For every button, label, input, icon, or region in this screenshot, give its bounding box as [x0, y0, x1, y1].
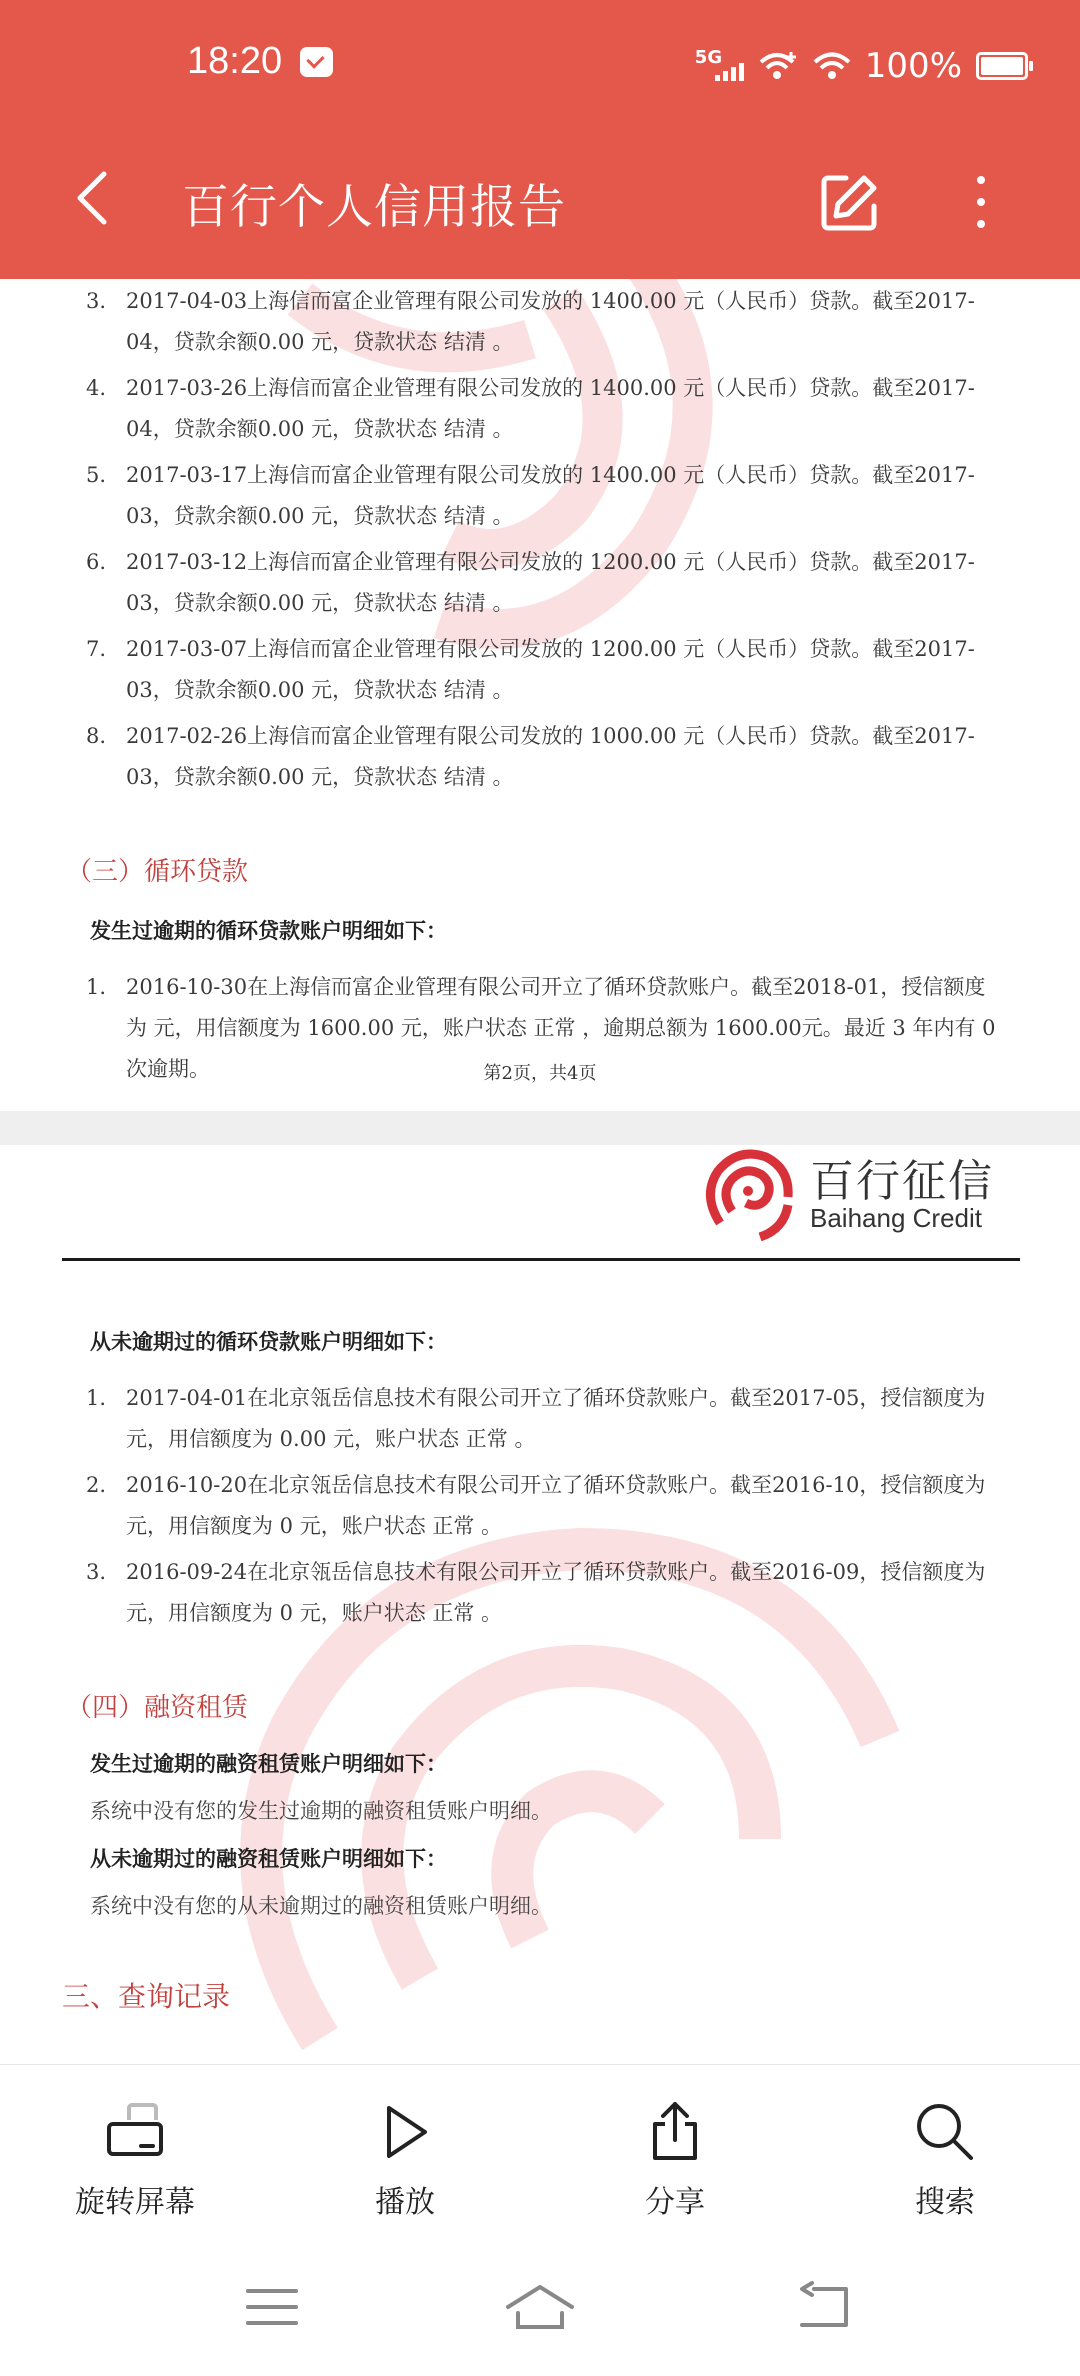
list-item: 1. 2017-04-01在北京瓴岳信息技术有限公司开立了循环贷款账户。截至2017-05，授信额度为 元，用信额度为 0.00 元，账户状态 正常 。 [86, 1386, 986, 1451]
search-label: 搜索 [915, 2186, 975, 2219]
play-button[interactable] [270, 2065, 540, 2249]
status-time: 18:20 [187, 40, 283, 82]
lease-never-text: 系统中没有您的从未逾期过的融资租赁账户明细。 [90, 1894, 552, 1918]
share-icon [643, 2100, 707, 2164]
overdue-heading: 发生过逾期的循环贷款账户明细如下： [90, 918, 447, 943]
page-number: 第2页，共4页 [483, 1063, 597, 1084]
rotate-screen-icon [103, 2100, 167, 2164]
play-icon [373, 2100, 437, 2164]
never-overdue-heading: 从未逾期过的循环贷款账户明细如下： [90, 1329, 447, 1354]
baihang-logo-icon [700, 1145, 796, 1241]
cellular-signal-icon: 5G [695, 49, 745, 83]
list-item: 3. 2017-04-03上海信而富企业管理有限公司发放的 1400.00 元（人民币）贷款。截至2017-04，贷款余额0.00 元，贷款状态 结清 。 [86, 289, 975, 354]
list-item: 7. 2017-03-07上海信而富企业管理有限公司发放的 1200.00 元（人民币）贷款。截至2017-03，贷款余额0.00 元，贷款状态 结清 。 [86, 637, 975, 702]
page-separator [0, 1111, 1080, 1145]
status-icons [695, 46, 1028, 86]
wifi-icon [813, 50, 851, 82]
search-button[interactable] [810, 2065, 1080, 2249]
section-title-query-records: 三、查询记录 [62, 1980, 231, 2013]
wifi-plus-icon [759, 50, 799, 82]
notification-icon [300, 47, 333, 77]
logo-text-cn: 百行征信 [810, 1157, 994, 1206]
back-nav-icon[interactable] [794, 2279, 854, 2335]
bottom-toolbar [0, 2064, 1080, 2250]
search-icon [913, 2100, 977, 2164]
section-title-financial-lease: （四）融资租赁 [66, 1693, 249, 1723]
share-label: 分享 [645, 2186, 705, 2219]
list-item: 5. 2017-03-17上海信而富企业管理有限公司发放的 1400.00 元（人民币）贷款。截至2017-03，贷款余额0.00 元，贷款状态 结清 。 [86, 463, 975, 528]
page-title: 百行个人信用报告 [182, 180, 566, 235]
edit-icon[interactable] [818, 172, 880, 234]
rotate-screen-label: 旋转屏幕 [75, 2186, 195, 2219]
pdf-viewer[interactable] [0, 279, 1080, 2064]
list-item: 6. 2017-03-12上海信而富企业管理有限公司发放的 1200.00 元（人民币）贷款。截至2017-03，贷款余额0.00 元，贷款状态 结清 。 [86, 550, 975, 615]
baihang-logo [700, 1145, 1000, 1245]
battery-icon [976, 52, 1028, 80]
lease-overdue-heading: 发生过逾期的融资租赁账户明细如下： [90, 1751, 447, 1776]
logo-text-en: Baihang Credit [810, 1203, 982, 1233]
battery-percent: 100% [864, 46, 962, 86]
rotate-screen-button[interactable] [0, 2065, 270, 2249]
list-item: 4. 2017-03-26上海信而富企业管理有限公司发放的 1400.00 元（人民币）贷款。截至2017-04，贷款余额0.00 元，贷款状态 结清 。 [86, 376, 975, 441]
home-icon[interactable] [504, 2279, 576, 2335]
list-item: 2. 2016-10-20在北京瓴岳信息技术有限公司开立了循环贷款账户。截至2016-10，授信额度为 元，用信额度为 0 元，账户状态 正常 。 [86, 1473, 986, 1538]
system-nav-bar [0, 2249, 1080, 2376]
list-item: 8. 2017-02-26上海信而富企业管理有限公司发放的 1000.00 元（人民币）贷款。截至2017-03，贷款余额0.00 元，贷款状态 结清 。 [86, 724, 975, 789]
lease-never-heading: 从未逾期过的融资租赁账户明细如下： [90, 1846, 447, 1871]
menu-icon[interactable] [244, 2279, 300, 2335]
back-arrow-icon[interactable] [70, 168, 114, 228]
header-divider [62, 1258, 1020, 1261]
section-title-revolving-loans: （三）循环贷款 [66, 857, 249, 887]
share-button[interactable] [540, 2065, 810, 2249]
play-label: 播放 [375, 2186, 435, 2219]
app-bar [0, 0, 1080, 279]
more-options-icon[interactable] [966, 172, 996, 232]
list-item: 1. 2016-10-30在上海信而富企业管理有限公司开立了循环贷款账户。截至2018-01，授信额度为 元，用信额度为 1600.00 元，账户状态 正常 ，逾期总额为 1600.00元。最近 3 年内有 0 次逾期。 [86, 975, 996, 1081]
list-item: 3. 2016-09-24在北京瓴岳信息技术有限公司开立了循环贷款账户。截至2016-09，授信额度为 元，用信额度为 0 元，账户状态 正常 。 [86, 1560, 986, 1625]
lease-overdue-text: 系统中没有您的发生过逾期的融资租赁账户明细。 [90, 1799, 552, 1823]
